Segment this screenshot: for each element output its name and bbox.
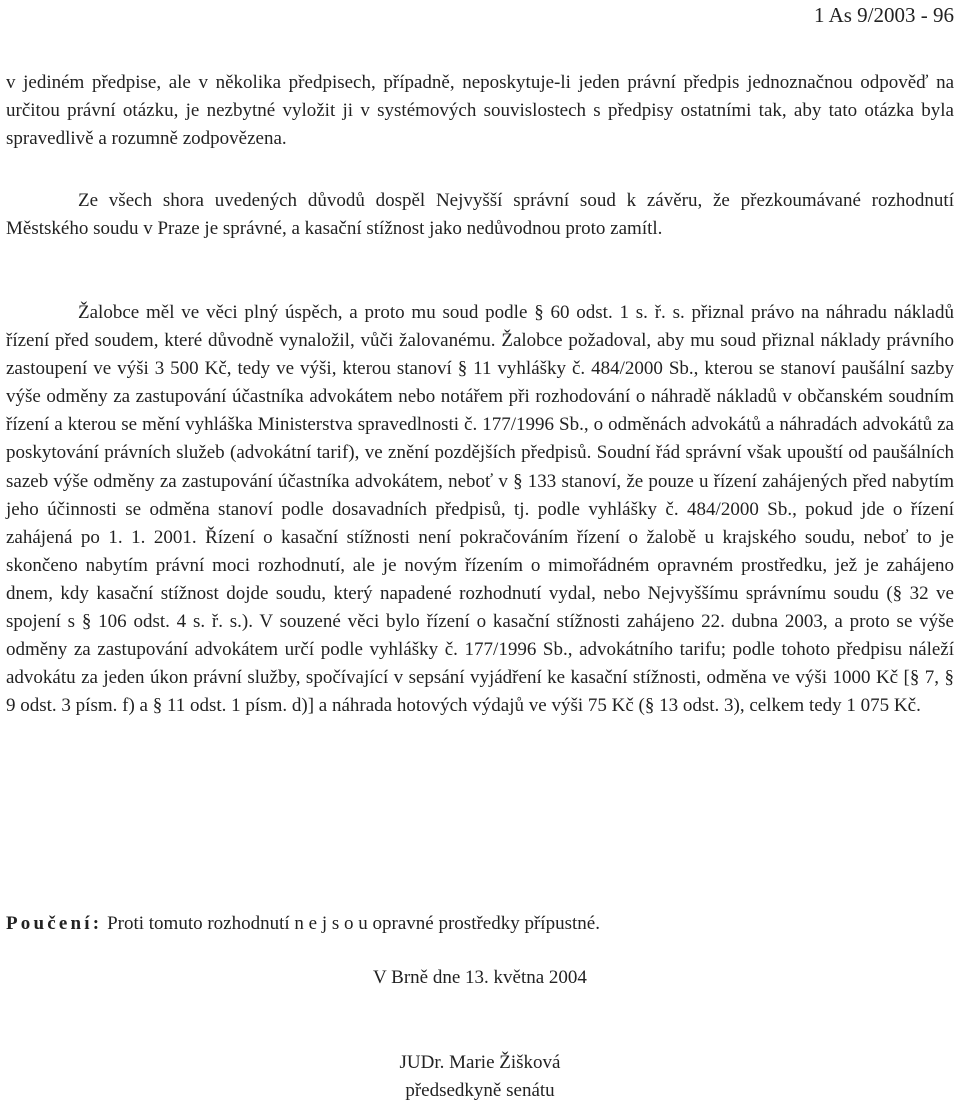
signer-name: JUDr. Marie Žišková	[399, 1052, 561, 1073]
paragraph-1: v jediném předpise, ale v několika předpisech, případně, neposkytuje-li jeden právní předpis jednoznačnou odpověď na určitou právní otázku, je nezbytné vyložit ji v systémových souvislostech s předpisy ostatními tak, aby tato otázka byla spravedlivě a rozumně zodpovězena.	[6, 72, 954, 150]
paragraph-3: Žalobce měl ve věci plný úspěch, a proto mu soud podle § 60 odst. 1 s. ř. s. přiznal právo na náhradu nákladů řízení před soudem, které důvodně vynaložil, vůči žalovanému. Žalobce požadoval, aby mu soud přiznal náklady právního zastoupení ve výši 3 500 Kč, tedy ve výši, kterou stanoví § 11 vyhlášky č. 484/2000 Sb., kterou se stanoví paušální sazby výše odměny za zastupování účastníka advokátem nebo notářem při rozhodování o náhradě nákladů v občanském soudním řízení a kterou se mění vyhláška Ministerstva spravedlnosti č. 177/1996 Sb., o odměnách advokátů a náhradách advokátů za poskytování právních služeb (advokátní tarif), ve znění pozdějších předpisů. Soudní řád správní však upouští od paušálních sazeb výše odměny za zastupování účastníka advokátem, neboť v § 133 stanoví, že pouze u řízení zahájených před nabytím jeho účinnosti se odměna stanoví podle dosavadních předpisů, tj. podle vyhlášky č. 484/2000 Sb., pokud jde o řízení zahájená po 1. 1. 2001. Řízení o kasační stížnosti není pokračováním řízení o žalobě u krajského soudu, neboť to je skončeno nabytím právní moci rozhodnutí, ale je novým řízením o mimořádném opravném prostředku, jež je zahájeno dnem, kdy kasační stížnost dojde soudu, který napadené rozhodnutí vydal, nebo Nejvyššímu správnímu soudu (§ 32 ve spojení s § 106 odst. 4 s. ř. s.). V souzené věci bylo řízení o kasační stížnosti zahájeno 22. dubna 2003, a proto se výše odměny za zastupování advokátem určí podle vyhlášky č. 177/1996 Sb., advokátního tarifu; podle tohoto předpisu náleží advokátu za jeden úkon právní služby, spočívající v sepsání vyjádření ke kasační stížnosti, odměna ve výši 1000 Kč [§ 7, § 9 odst. 3 písm. f) a § 11 odst. 1 písm. d)] a náhrada hotových výdajů ve výši 75 Kč (§ 13 odst. 3), celkem tedy 1 075 Kč.	[6, 302, 954, 717]
paragraph-2: Ze všech shora uvedených důvodů dospěl Nejvyšší správní soud k závěru, že přezkoumávané rozhodnutí Městského soudu v Praze je správné, a kasační stížnost jako nedůvodnou proto zamítl.	[6, 190, 954, 240]
signer-role: předsedkyně senátu	[405, 1080, 555, 1101]
instruction-line	[6, 910, 600, 938]
instruction-text: Proti tomuto rozhodnutí n e j s o u opravné prostředky přípustné.	[102, 913, 600, 934]
instruction-label: Poučení:	[6, 913, 103, 934]
signature-block	[6, 1049, 954, 1105]
date-line: V Brně dne 13. května 2004	[373, 967, 587, 988]
case-reference: 1 As 9/2003 - 96	[813, 3, 954, 27]
